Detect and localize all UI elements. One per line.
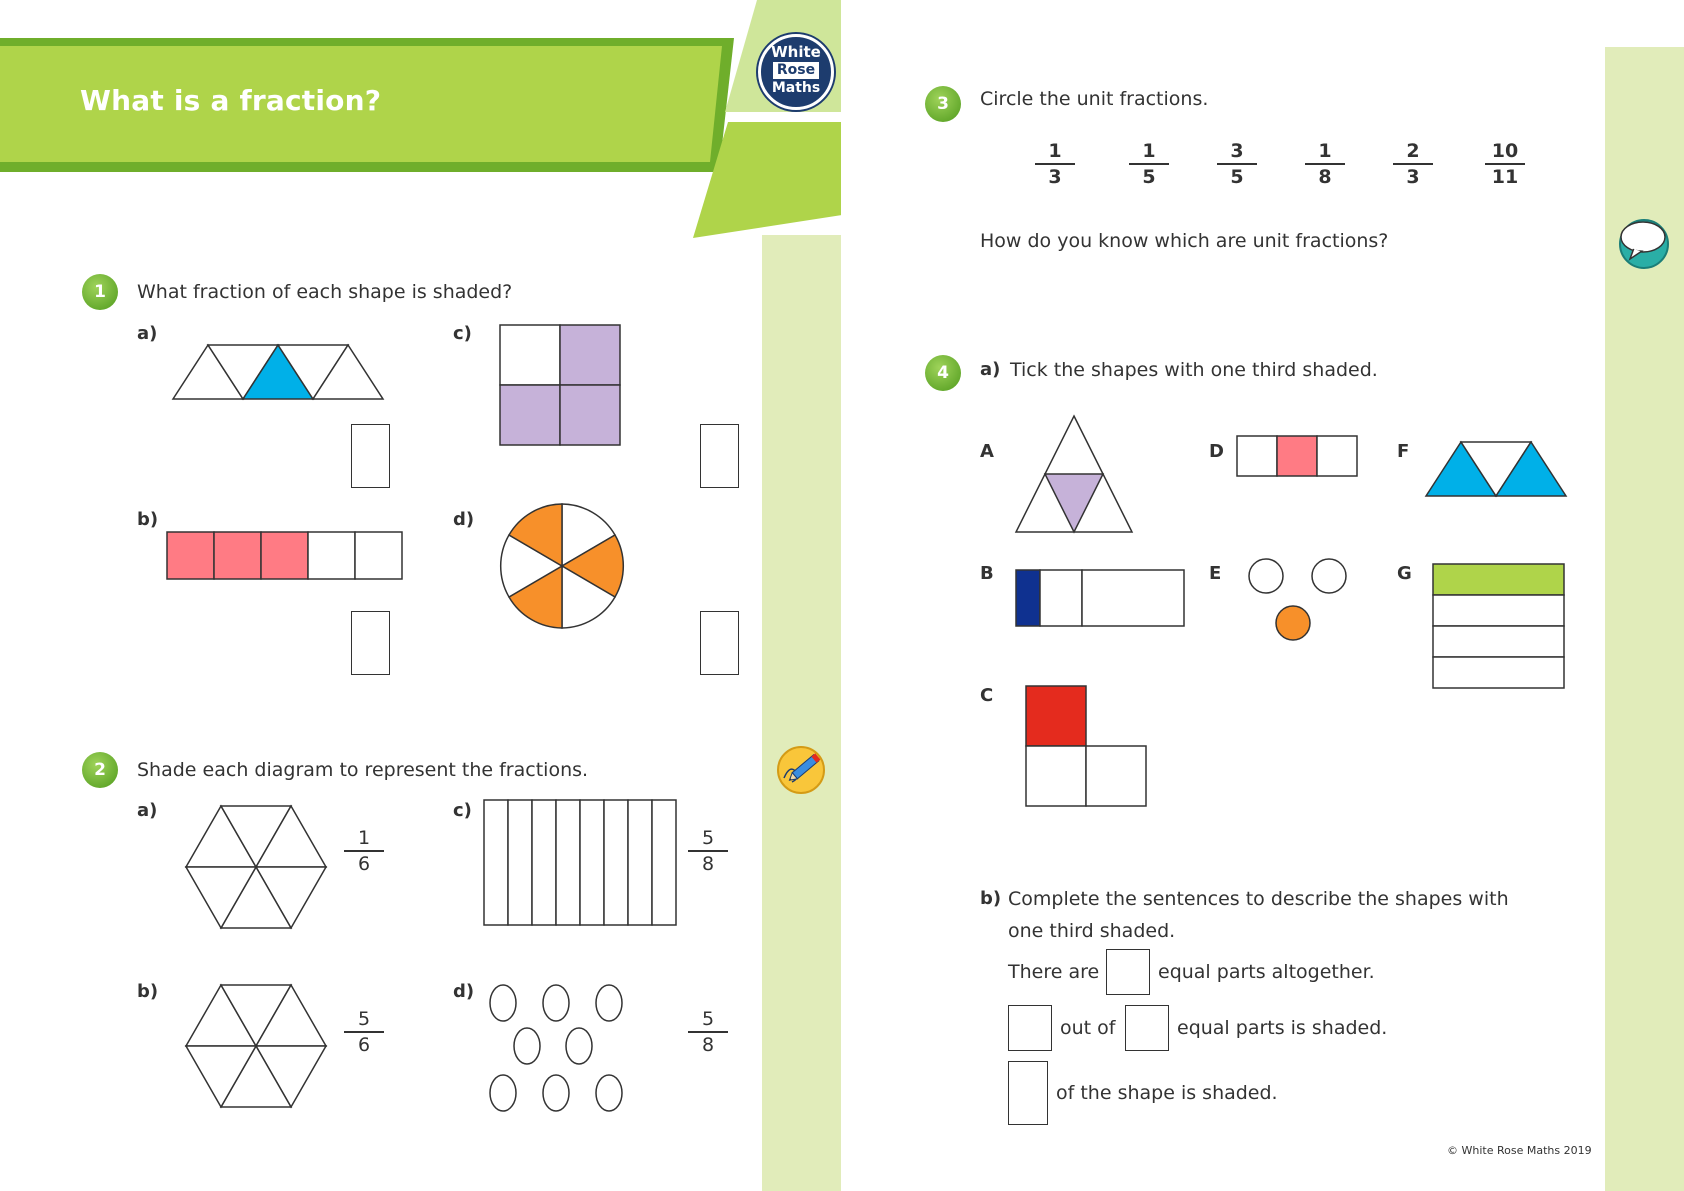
q2-part-b-label: b): [137, 981, 159, 1002]
q4c-square-1-shaded: [1026, 686, 1086, 746]
q2d-oval-6[interactable]: [490, 1075, 516, 1111]
q4d-cell-2-shaded: [1277, 436, 1317, 476]
q3-fraction-4-numerator: 1: [1305, 140, 1345, 165]
q3-fraction-3-numerator: 3: [1217, 140, 1257, 165]
q2c-fraction: [688, 827, 728, 875]
q2d-oval-4[interactable]: [514, 1028, 540, 1064]
q4-sentence-3-box[interactable]: [1008, 1061, 1048, 1125]
q4-shape-D-label: D: [1209, 441, 1224, 462]
question-2-text: Shade each diagram to represent the fractions.: [137, 759, 589, 781]
question-3-number: 3: [925, 86, 961, 122]
q2d-oval-5[interactable]: [566, 1028, 592, 1064]
q4e-circle-1: [1249, 559, 1283, 593]
q2d-oval-2[interactable]: [543, 985, 569, 1021]
q4b-cell-3: [1082, 570, 1184, 626]
q4-part-a-text: Tick the shapes with one third shaded.: [1010, 359, 1378, 381]
q2d-oval-7[interactable]: [543, 1075, 569, 1111]
q4-shape-A[interactable]: [1016, 416, 1132, 532]
q4d-cell-1: [1237, 436, 1277, 476]
q4-sentence-1-box[interactable]: [1106, 949, 1150, 995]
q4-shape-G[interactable]: [1433, 564, 1564, 688]
logo-line2: Rose: [773, 62, 819, 79]
q4g-row-3: [1433, 626, 1564, 657]
q1-part-d-label: d): [453, 509, 475, 530]
q2d-ovals[interactable]: [490, 985, 622, 1111]
question-4-number: 4: [925, 355, 961, 391]
copyright-footer: © White Rose Maths 2019: [1447, 1144, 1592, 1157]
q2b-numerator: 5: [344, 1008, 384, 1033]
q4c-square-3: [1086, 746, 1146, 806]
q4e-circle-2: [1312, 559, 1346, 593]
q3-fraction-3-denominator: 5: [1230, 166, 1244, 188]
q3-fraction-2-denominator: 5: [1142, 166, 1156, 188]
q2c-strip-6[interactable]: [604, 800, 628, 925]
q4-sentence-3-post: of the shape is shaded.: [1056, 1082, 1278, 1104]
q1-part-b-label: b): [137, 509, 159, 530]
q4-shape-C[interactable]: [1026, 686, 1146, 806]
q2a-hexagon[interactable]: [186, 806, 326, 928]
q2d-numerator: 5: [688, 1008, 728, 1033]
question-1-number: 1: [82, 274, 118, 310]
q2c-numerator: 5: [688, 827, 728, 852]
q4-part-b-line1: Complete the sentences to describe the shapes with: [1008, 888, 1509, 910]
q3-fraction-1-numerator: 1: [1035, 140, 1075, 165]
q3-fraction-4-denominator: 8: [1318, 166, 1332, 188]
q2c-denominator: 8: [701, 853, 715, 875]
logo-line3: Maths: [771, 80, 821, 96]
q4-shapes[interactable]: [842, 0, 1684, 1191]
q4-shape-C-label: C: [980, 685, 994, 706]
q2b-fraction: [344, 1008, 384, 1056]
q4-shape-E[interactable]: [1249, 559, 1346, 640]
q3-fraction-2-numerator: 1: [1129, 140, 1169, 165]
q3-fraction-6-denominator: 11: [1491, 166, 1519, 188]
q2-part-d-label: d): [453, 981, 475, 1002]
q4g-row-1-shaded: [1433, 564, 1564, 595]
q4c-square-2: [1026, 746, 1086, 806]
q4-sentence-2-mid: out of: [1060, 1017, 1116, 1039]
q2c-strip-8[interactable]: [652, 800, 676, 925]
q2c-strip-1[interactable]: [484, 800, 508, 925]
q4-shape-D[interactable]: [1237, 436, 1357, 476]
q2c-strip-5[interactable]: [580, 800, 604, 925]
q4-shape-E-label: E: [1209, 563, 1222, 584]
q2c-strip-2[interactable]: [508, 800, 532, 925]
q4-shape-G-label: G: [1397, 563, 1412, 584]
q2c-strip-7[interactable]: [628, 800, 652, 925]
page-title: What is a fraction?: [80, 84, 382, 117]
q2d-oval-3[interactable]: [596, 985, 622, 1021]
q4-part-a-label: a): [980, 359, 1001, 380]
q4-sentence-2-box-1[interactable]: [1008, 1005, 1052, 1051]
q2-part-c-label: c): [453, 800, 472, 821]
q4-part-b-line2: one third shaded.: [1008, 920, 1176, 942]
q2d-oval-8[interactable]: [596, 1075, 622, 1111]
q2c-strip-3[interactable]: [532, 800, 556, 925]
q4-shape-A-label: A: [980, 441, 994, 462]
pencil-icon: [774, 742, 828, 796]
q4d-cell-3: [1317, 436, 1357, 476]
question-1-text: What fraction of each shape is shaded?: [137, 281, 513, 303]
q3-fraction-1-denominator: 3: [1048, 166, 1062, 188]
q4e-circle-3-shaded: [1276, 606, 1310, 640]
q4-sentence-1-post: equal parts altogether.: [1158, 961, 1375, 983]
q2-part-a-label: a): [137, 800, 158, 821]
q4-shape-F-label: F: [1397, 441, 1410, 462]
q4-shape-B[interactable]: [1016, 570, 1184, 626]
q3-fraction-6-numerator: 10: [1485, 140, 1525, 165]
question-2-number: 2: [82, 752, 118, 788]
q4-sentence-1-pre: There are: [1008, 961, 1100, 983]
q2b-denominator: 6: [357, 1034, 371, 1056]
q4-sentence-2-box-2[interactable]: [1125, 1005, 1169, 1051]
q4-part-b-label: b): [980, 888, 1002, 909]
q3-followup-text: How do you know which are unit fractions?: [980, 230, 1389, 252]
q1-part-a-label: a): [137, 323, 158, 344]
question-3-text: Circle the unit fractions.: [980, 88, 1209, 110]
q3-fraction-5-denominator: 3: [1406, 166, 1420, 188]
q2d-oval-1[interactable]: [490, 985, 516, 1021]
q4-shape-B-label: B: [980, 563, 994, 584]
q2a-fraction: [344, 827, 384, 875]
q2c-strip-4[interactable]: [556, 800, 580, 925]
q1-part-c-label: c): [453, 323, 472, 344]
q2a-numerator: 1: [344, 827, 384, 852]
q3-fraction-5-numerator: 2: [1393, 140, 1433, 165]
q4g-row-4: [1433, 657, 1564, 688]
q2d-denominator: 8: [701, 1034, 715, 1056]
q2a-denominator: 6: [357, 853, 371, 875]
q2d-fraction: [688, 1008, 728, 1056]
q2c-strip-rectangle[interactable]: [484, 800, 676, 925]
q4-sentence-2-post: equal parts is shaded.: [1177, 1017, 1388, 1039]
q4g-row-2: [1433, 595, 1564, 626]
q4b-cell-1-shaded: [1016, 570, 1040, 626]
q4-shape-F[interactable]: [1426, 442, 1566, 496]
q2b-hexagon[interactable]: [186, 985, 326, 1107]
logo-line1: White: [771, 43, 821, 61]
q4b-cell-2: [1040, 570, 1082, 626]
